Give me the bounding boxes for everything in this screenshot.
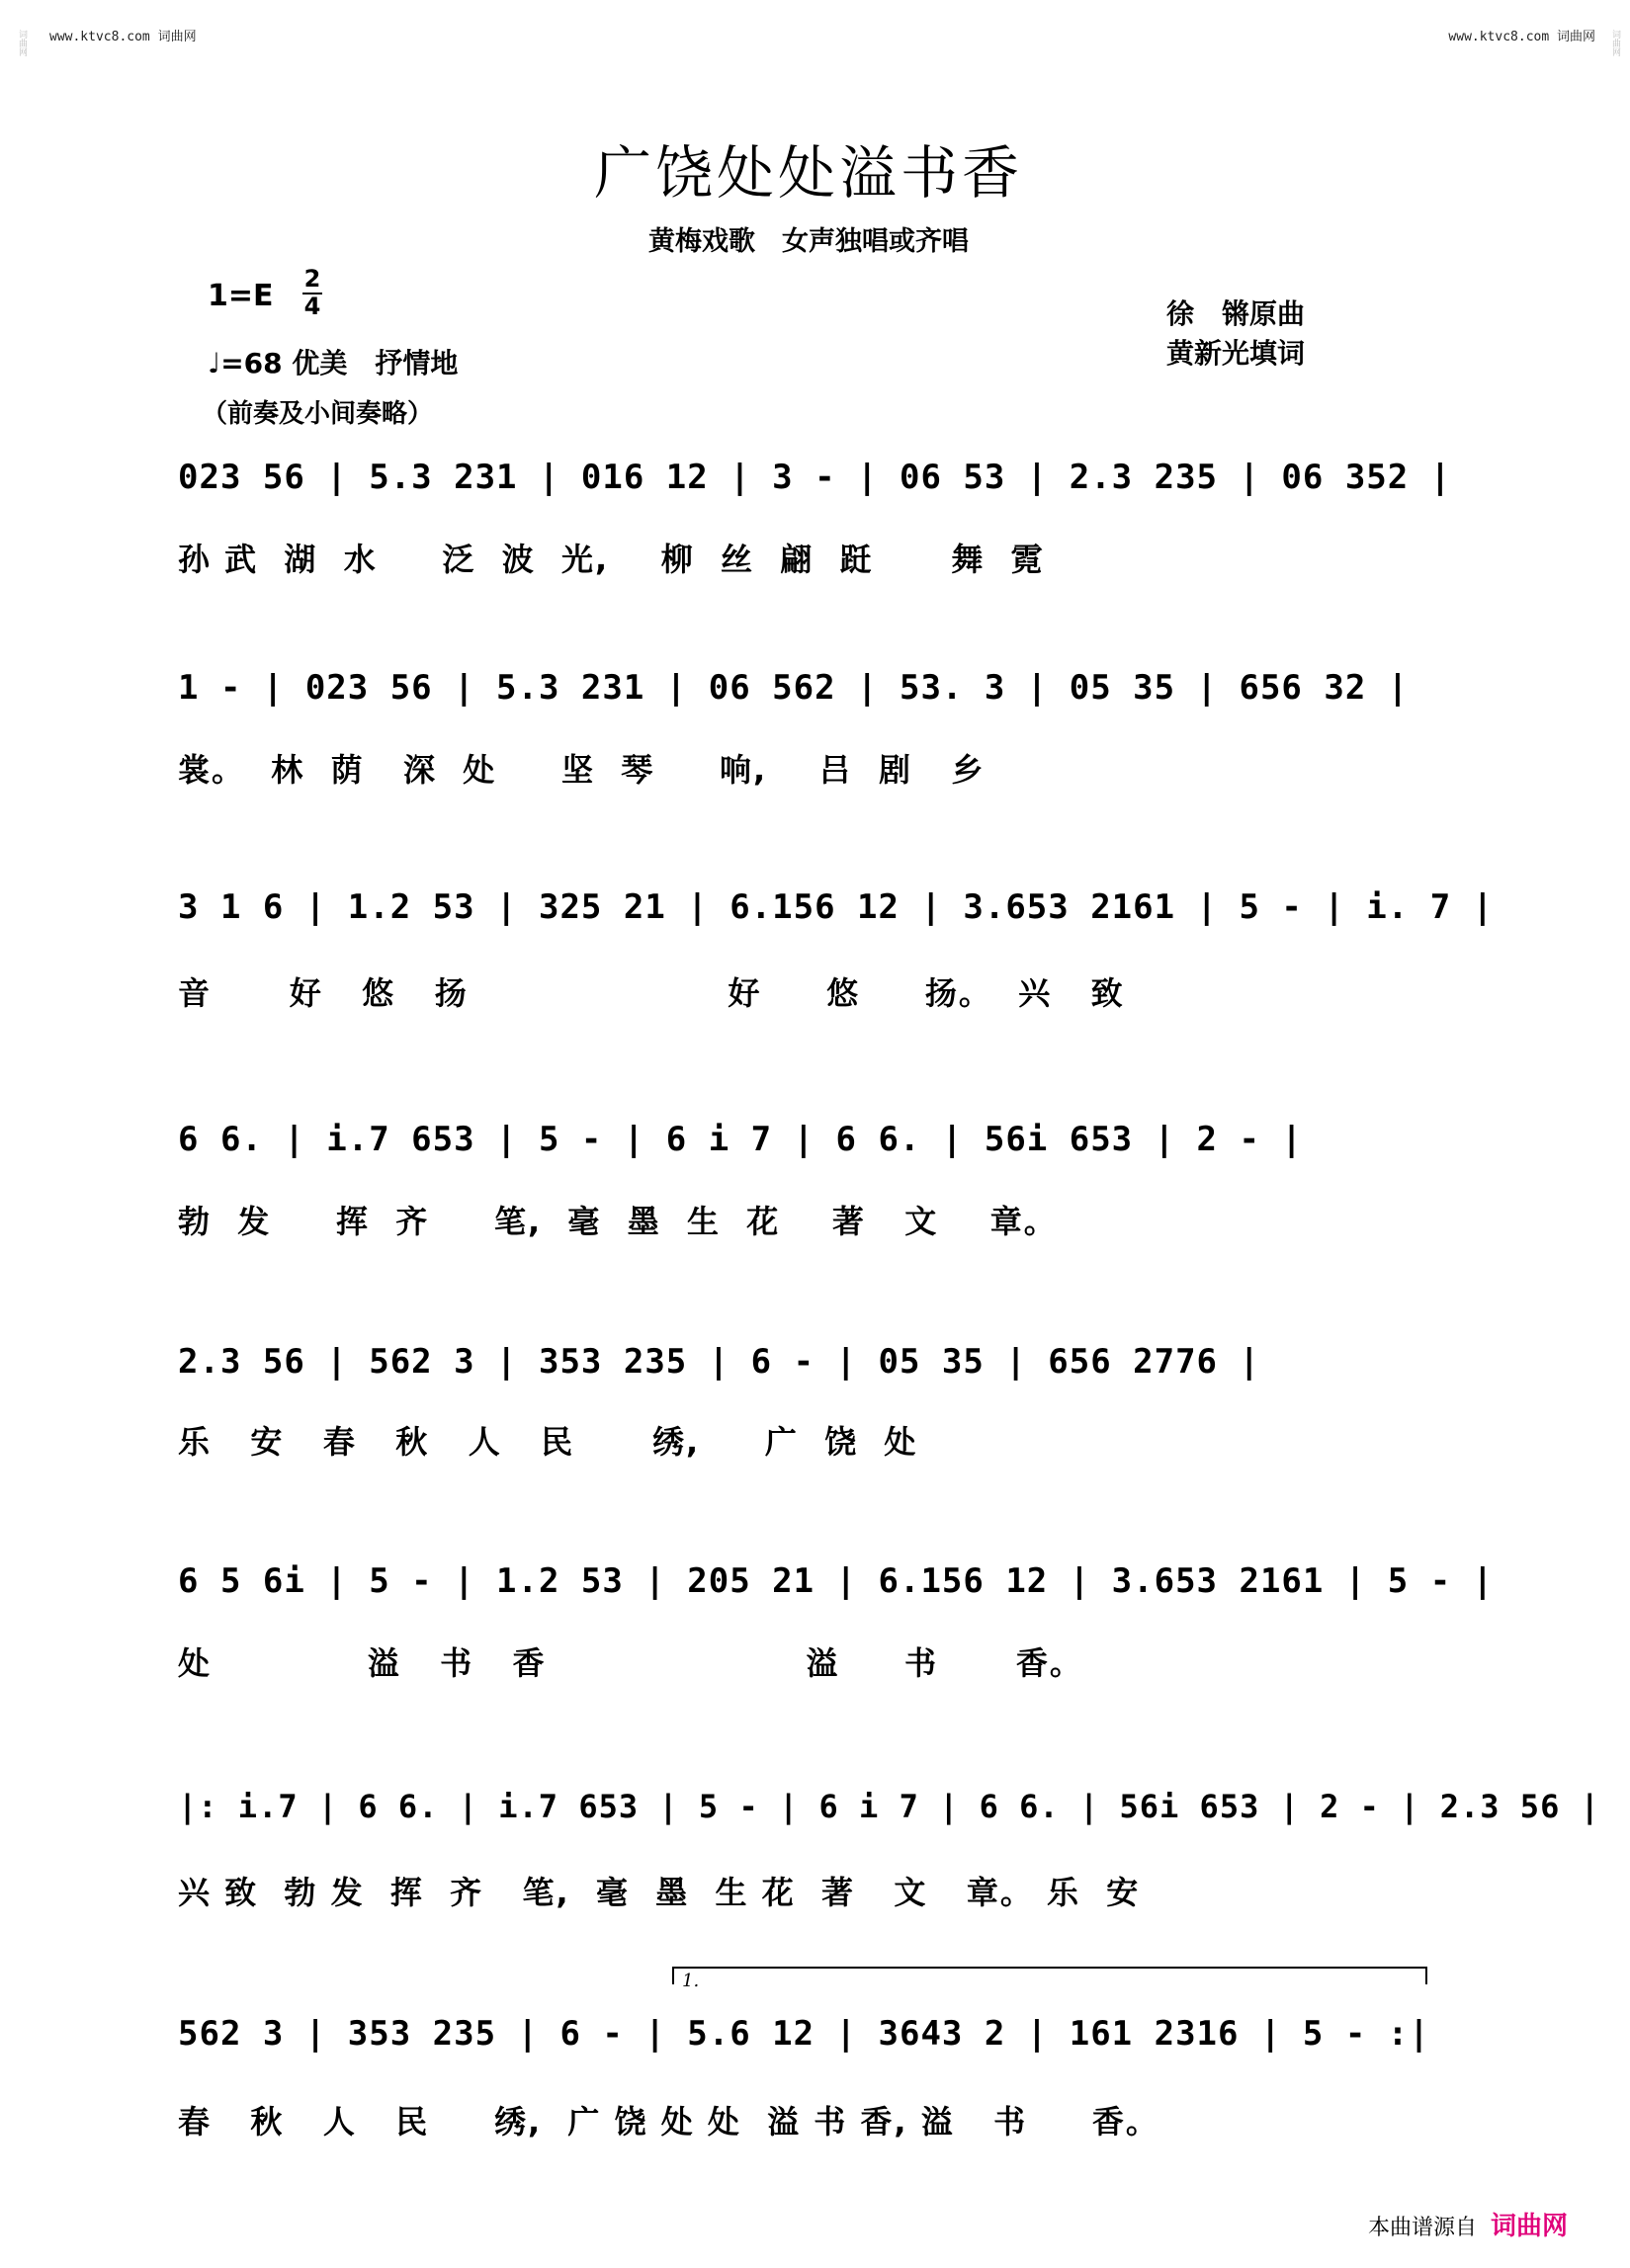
side-watermark-text: 词曲网 bbox=[17, 30, 27, 56]
lyrics-line: 裳。 林 荫 深 处 坚 琴 响, 吕 剧 乡 bbox=[178, 751, 986, 789]
notation-line: 6 5 6i | 5 - | 1.2 53 | 205 21 | 6.156 12 | 3.653 2161 | 5 - | bbox=[178, 1561, 1495, 1601]
score-line-7 bbox=[178, 1779, 1600, 1911]
lyrics-line: 音 好 悠 扬 好 悠 扬。 兴 致 bbox=[178, 974, 1125, 1012]
header-site-right: www.ktvc8.com 词曲网 bbox=[1448, 30, 1595, 44]
notation-line: 2.3 56 | 562 3 | 353 235 | 6 - | 05 35 | 656 2776 | bbox=[178, 1342, 1260, 1382]
time-signature-bottom: 4 bbox=[303, 293, 321, 320]
time-signature-top: 2 bbox=[303, 265, 321, 293]
footer-source bbox=[1368, 2206, 1568, 2242]
left-watermark-strip bbox=[6, 30, 27, 2243]
time-signature bbox=[302, 267, 322, 318]
footer-brand-link[interactable]: 词曲网 bbox=[1490, 2212, 1568, 2241]
right-watermark-strip bbox=[1599, 30, 1620, 2243]
first-ending-label: 1. bbox=[682, 1971, 700, 1991]
score-line-2 bbox=[178, 660, 1433, 789]
notation-line: 6 6. | i.7 653 | 5 - | 6 i 7 | 6 6. | 56i 653 | 2 - | bbox=[178, 1120, 1303, 1159]
lyrics-line: 处 溢 书 香 溢 书 香。 bbox=[178, 1644, 1083, 1682]
side-watermark-text: 词曲网 bbox=[1610, 30, 1620, 56]
lyrics-line: 孙 武 湖 水 泛 波 光, 柳 丝 翩 跹 舞 霓 bbox=[178, 541, 1045, 578]
song-subtitle: 黄梅戏歌 女声独唱或齐唱 bbox=[648, 226, 969, 257]
first-ending-bracket bbox=[672, 1967, 1427, 1991]
score-line-1 bbox=[178, 450, 1452, 578]
notation-line: 3 1 6 | 1.2 53 | 325 21 | 6.156 12 | 3.653 2161 | 5 - | i. 7 | bbox=[178, 887, 1495, 927]
score-line-6 bbox=[178, 1554, 1495, 1682]
notation-line: 1 - | 023 56 | 5.3 231 | 06 562 | 53. 3 | 05 35 | 656 32 | bbox=[178, 668, 1410, 708]
notation-line: 562 3 | 353 235 | 6 - | 5.6 12 | 3643 2 | 161 2316 | 5 - :| bbox=[178, 2014, 1430, 2054]
score-line-5 bbox=[178, 1334, 1433, 1463]
score-line-3 bbox=[178, 880, 1495, 1012]
song-title: 广饶处处溢书香 bbox=[593, 139, 1023, 207]
notation-line: 023 56 | 5.3 231 | 016 12 | 3 - | 06 53 | 2.3 235 | 06 352 | bbox=[178, 458, 1452, 497]
composer-credit: 徐 锵原曲 bbox=[1166, 297, 1306, 330]
lyrics-line: 勃 发 挥 齐 笔, 毫 墨 生 花 著 文 章。 bbox=[178, 1203, 1058, 1240]
lyrics-line: 乐 安 春 秋 人 民 绣, 广 饶 处 bbox=[178, 1423, 918, 1461]
lyricist-credit: 黄新光填词 bbox=[1166, 337, 1306, 370]
score-line-4 bbox=[178, 1112, 1433, 1240]
prelude-note: （前奏及小间奏略） bbox=[202, 399, 434, 429]
lyrics-line: 兴 致 勃 发 挥 齐 笔, 毫 墨 生 花 著 文 章。 乐 安 bbox=[178, 1874, 1141, 1911]
header-site-left: www.ktvc8.com 词曲网 bbox=[49, 30, 197, 44]
lyrics-line: 春 秋 人 民 绣, 广 饶 处 处 溢 书 香, 溢 书 香。 bbox=[178, 2103, 1159, 2141]
score-line-8 bbox=[178, 2006, 1433, 2141]
notation-line: |: i.7 | 6 6. | i.7 653 | 5 - | 6 i 7 | 6 6. | 56i 653 | 2 - | 2.3 56 | bbox=[178, 1788, 1600, 1825]
footer-source-label: 本曲谱源自 bbox=[1367, 2216, 1477, 2240]
key-signature: 1=E bbox=[208, 279, 274, 313]
tempo-marking: ♩=68 优美 抒情地 bbox=[208, 347, 459, 379]
